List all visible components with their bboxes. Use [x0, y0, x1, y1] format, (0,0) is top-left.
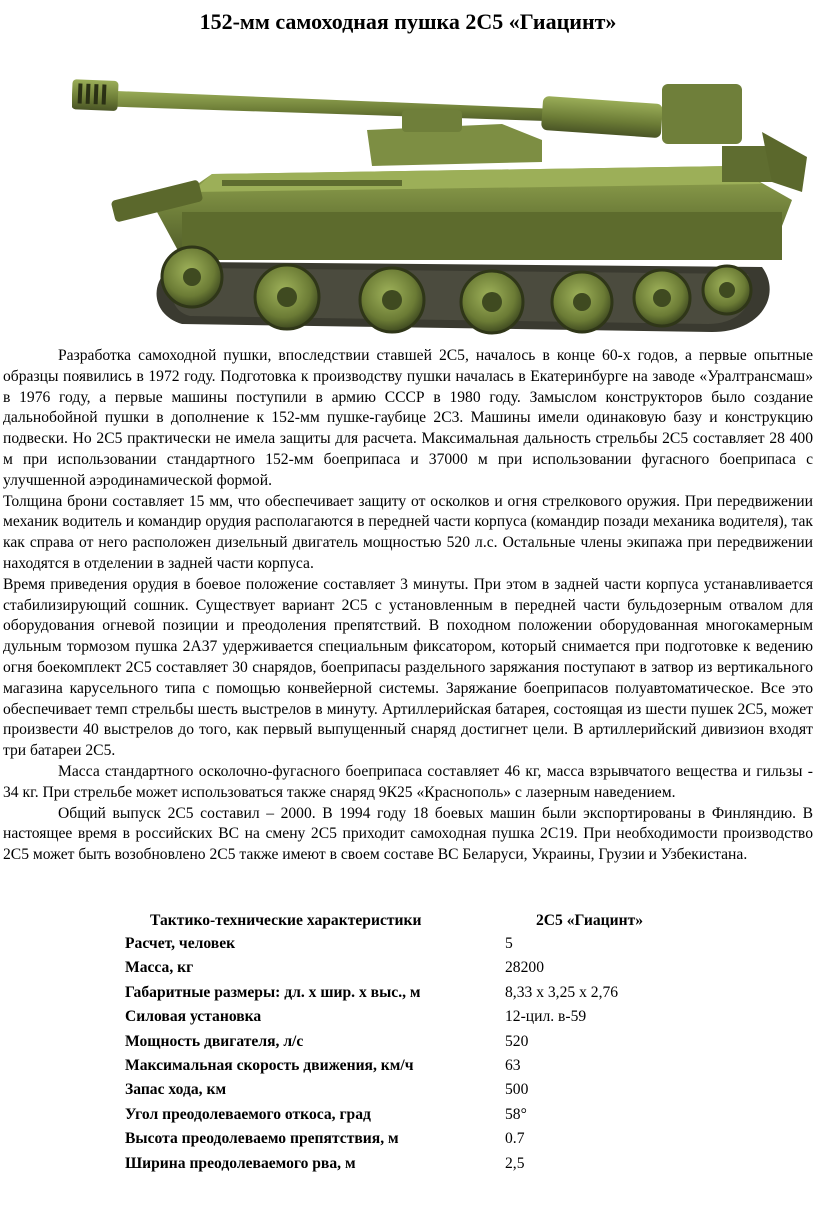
- paragraph-production: Общий выпуск 2С5 составил – 2000. В 1994 году 18 боевых машин были экспортированы в Финляндию. В настоящее время в российских ВС на смену 2С5 приходит самоходная пушка 2С19. При необходимости производство 2С5 может быть возобновлено 2С5 также имеют в своем составе ВС Беларуси, Украины, Грузии и Узбекистана.: [3, 804, 813, 864]
- specifications-table: [125, 910, 725, 1179]
- spec-label: Мощность двигателя, л/с: [125, 1032, 304, 1050]
- specifications-header-value: 2С5 «Гиацинт»: [536, 912, 644, 929]
- spec-value: 58°: [505, 1105, 527, 1123]
- table-row: [125, 1155, 725, 1179]
- spec-value: 0.7: [505, 1130, 525, 1148]
- paragraph-development: Разработка самоходной пушки, впоследствии ставшей 2С5, началось в конце 60-х годов, а первые опытные образцы появились в 1972 году. Подготовка к производству пушки началась в Екатеринбурге на заводе «Уралтрансмаш» в 1976 году, а первые машины поступили в армию СССР в 1980 году. Замыслом конструкторов было создание дальнобойной пушки в дополнение к 152-мм пушке-гаубице 2С3. Машины имели одинаковую базу и конструкцию подвески. Но 2С5 практически не имела защиты для расчета. Максимальная дальность стрельбы 2С5 составляет 28 400 м при использовании стандартного 152-мм боеприпаса и 37000 м при использовании фугасного боеприпаса с улучшенной аэродинамической формой.: [3, 347, 813, 489]
- spec-value: 63: [505, 1056, 521, 1074]
- spec-label: Угол преодолеваемого откоса, град: [125, 1105, 371, 1123]
- spec-value: 2,5: [505, 1154, 525, 1172]
- spec-label: Запас хода, км: [125, 1081, 227, 1099]
- paragraph-armor: Толщина брони составляет 15 мм, что обеспечивает защиту от осколков и огня стрелкового оружия. При передвижении механик водитель и командир орудия располагаются в передней части корпуса (командир позади механика водителя), так как справа от него расположен дизельный двигатель мощностью 520 л.с. Остальные члены экипажа при передвижении находятся в отделении в задней части корпуса.: [3, 492, 813, 572]
- spec-label: Расчет, человек: [125, 935, 236, 952]
- spec-label: Ширина преодолеваемого рва, м: [125, 1154, 356, 1172]
- spec-label: Масса, кг: [125, 959, 194, 977]
- table-row: [125, 1033, 725, 1057]
- spec-label: Максимальная скорость движения, км/ч: [125, 1056, 414, 1074]
- paragraph-deployment: Время приведения орудия в боевое положение составляет 3 минуты. При этом в задней части корпуса устанавливается стабилизирующий сошник. Существует вариант 2С5 с установленным в передней части бульдозерным отвалом для оборудования огневой позиции и преодоления препятствий. В походном положении оборудованная многокамерным дульным тормозом пушка 2А37 удерживается специальным фиксатором, который снимается при подготовке к ведению огня боекомплект 2С5 составляет 30 снарядов, боеприпасы раздельного заряжания поступают в затвор из вертикального магазина карусельного типа с помощью конвейерной системы. Заряжание боеприпасов полуавтоматическое. Все это обеспечивает темп стрельбы шесть выстрелов в минуту. Артиллерийская батарея, состоящая из шести пушек 2С5, может произвести 40 выстрелов до того, как первый выпущенный снаряд достигнет цели. В артиллерийский дивизион входят три батареи 2С5.: [3, 575, 813, 760]
- table-row: [125, 959, 725, 983]
- spec-value: 8,33 х 3,25 х 2,76: [505, 983, 619, 1001]
- table-row: [125, 1057, 725, 1081]
- page-title: 152-мм самоходная пушка 2С5 «Гиацинт»: [199, 9, 617, 34]
- spec-label: Габаритные размеры: дл. х шир. х выс., м: [125, 983, 421, 1001]
- spec-value: 500: [505, 1081, 529, 1099]
- table-row: [125, 1130, 725, 1154]
- spec-label: Силовая установка: [125, 1008, 262, 1026]
- spec-value: 28200: [505, 959, 544, 977]
- table-row: [125, 935, 725, 959]
- table-row: [125, 1106, 725, 1130]
- table-row: [125, 1008, 725, 1032]
- specifications-header: [125, 910, 725, 935]
- spec-label: Высота преодолеваемо препятствия, м: [125, 1130, 399, 1148]
- table-row: [125, 1081, 725, 1105]
- spec-value: 12-цил. в-59: [505, 1008, 587, 1026]
- spec-value: 5: [505, 935, 513, 952]
- spec-value: 520: [505, 1032, 529, 1050]
- self-propelled-gun-illustration: [72, 62, 812, 344]
- specifications-header-label: Тактико-технические характеристики: [150, 912, 422, 929]
- paragraph-ammunition: Масса стандартного осколочно-фугасного боеприпаса составляет 46 кг, масса взрывчатого вещества и гильзы - 34 кг. При стрельбе может использоваться также снаряд 9К25 «Краснополь» с лазерным наведением.: [3, 762, 813, 801]
- table-row: [125, 984, 725, 1008]
- article-body: [3, 346, 813, 866]
